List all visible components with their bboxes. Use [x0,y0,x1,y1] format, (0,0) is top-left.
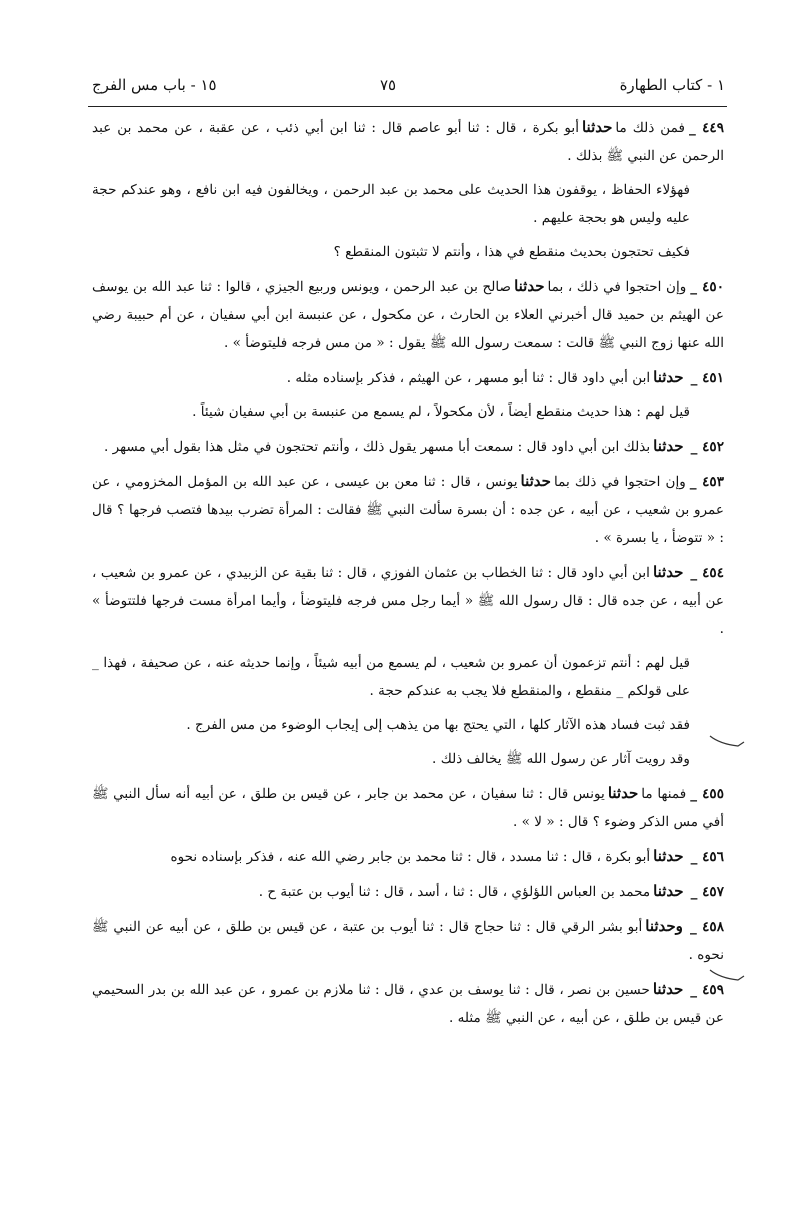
running-header-chapter: ١ - كتاب الطهارة [619,76,725,94]
hadith-459: ٤٥٩ _حدثناحسين بن نصر ، قال : ثنا يوسف بن عدي ، قال : ثنا ملازم بن عمرو ، عن عبد الله بن بدر السحيمي عن قيس بن طلق ، عن أبيه ، عن النبي ﷺ مثله . [92,980,724,1026]
hadith-456: ٤٥٦ _حدثناأبو بكرة ، قال : ثنا مسدد ، قال : ثنا محمد بن جابر رضي الله عنه ، فذكر بإسناده نحوه [170,847,724,865]
hadith-455: ٤٥٥ _فمنها ماحدثنايونس قال : ثنا سفيان ، عن محمد بن جابر ، عن قيس بن طلق ، عن أبيه أنه سأل النبي ﷺ أفي مس الذكر وضوء ؟ قال : « لا » . [92,784,724,830]
hadith-452: ٤٥٢ _حدثنابذلك ابن أبي داود قال : سمعت أبا مسهر يقول ذلك ، وأنتم تحتجون في مثل هذا بقول أبي مسهر . [103,437,724,455]
commentary-paragraph: قيل لهم : هذا حديث منقطع أيضاً ، لأن مكحولاً ، لم يسمع من عنبسة بن أبي سفيان شيئاً . [192,404,690,420]
commentary-paragraph: فقد ثبت فساد هذه الآثار كلها ، التي يحتج بها من يذهب إلى إيجاب الوضوء من مس الفرج . [186,717,690,733]
commentary-paragraph: قيل لهم : أنتم تزعمون أن عمرو بن شعيب ، لم يسمع من أبيه شيئاً ، وإنما حديثه عنه ، عن صحيفة ، فهذا _ على قولكم _ منقطع ، والمنقطع فلا يجب به عندكم حجة . [92,655,690,699]
hadith-449: ٤٤٩ _فمن ذلك ماحدثناأبو بكرة ، قال : ثنا أبو عاصم قال : ثنا ابن أبي ذئب ، عن عقبة ، عن محمد بن عبد الرحمن عن النبي ﷺ بذلك . [92,118,724,164]
hadith-457: ٤٥٧ _حدثنامحمد بن العباس اللؤلؤي ، قال : ثنا ، أسد ، قال : ثنا أيوب بن عتبة ح . [258,882,724,900]
hadith-451: ٤٥١ _حدثناابن أبي داود قال : ثنا أبو مسهر ، عن الهيثم ، فذكر بإسناده مثله . [286,368,724,386]
commentary-paragraph: وقد رويت آثار عن رسول الله ﷺ يخالف ذلك . [432,751,690,767]
commentary-paragraph: فهؤلاء الحفاظ ، يوقفون هذا الحديث على محمد بن عبد الرحمن ، ويخالفون فيه ابن نافع ، وهو عندكم حجة عليه وليس هو بحجة عليهم . [92,182,690,226]
hadith-453: ٤٥٣ _وإن احتجوا في ذلك بماحدثنايونس ، قال : ثنا معن بن عيسى ، عن عبد الله بن المؤمل المخزومي ، عن عمرو بن شعيب ، عن أبيه ، عن جده : أن بسرة سألت النبي ﷺ فقالت : المرأة تضرب بيدها فتصب فرجها ؟ قال : « تتوضأ ، يا بسرة » . [92,472,725,546]
hadith-450: ٤٥٠ _وإن احتجوا في ذلك ، بماحدثناصالح بن عبد الرحمن ، ويونس وربيع الجيزي ، قالوا : ثنا عبد الله بن يوسف عن الهيثم بن حميد قال أخبرني العلاء بن الحارث ، عن مكحول ، عن عنبسة ابن أبي سفيان ، عن أم حبيبة رضي الله عنها زوج النبي ﷺ قالت : سمعت رسول الله ﷺ يقول : « من مس فرجه فليتوضأ » . [92,277,725,351]
page-body [92,113,724,1038]
running-header-section: ١٥ - باب مس الفرج [92,76,217,94]
header-rule [88,106,727,107]
commentary-paragraph: فكيف تحتجون بحديث منقطع في هذا ، وأنتم لا تثبتون المنقطع ؟ [333,244,690,260]
page-number: ٧٥ [380,76,397,94]
hadith-458: ٤٥٨ _وحدثناأبو بشر الرقي قال : ثنا حجاج قال : ثنا أيوب بن عتبة ، عن قيس بن طلق ، عن أبيه عن النبي ﷺ نحوه . [92,917,725,963]
hadith-454: ٤٥٤ _حدثناابن أبي داود قال : ثنا الخطاب بن عثمان الفوزي ، قال : ثنا بقية عن الزبيدي ، عن عمرو بن شعيب ، عن أبيه ، عن جده قال : قال رسول الله ﷺ « أيما رجل مس فرجه فليتوضأ ، وأيما امرأة مست فرجها فلتتوضأ » . [92,563,724,637]
